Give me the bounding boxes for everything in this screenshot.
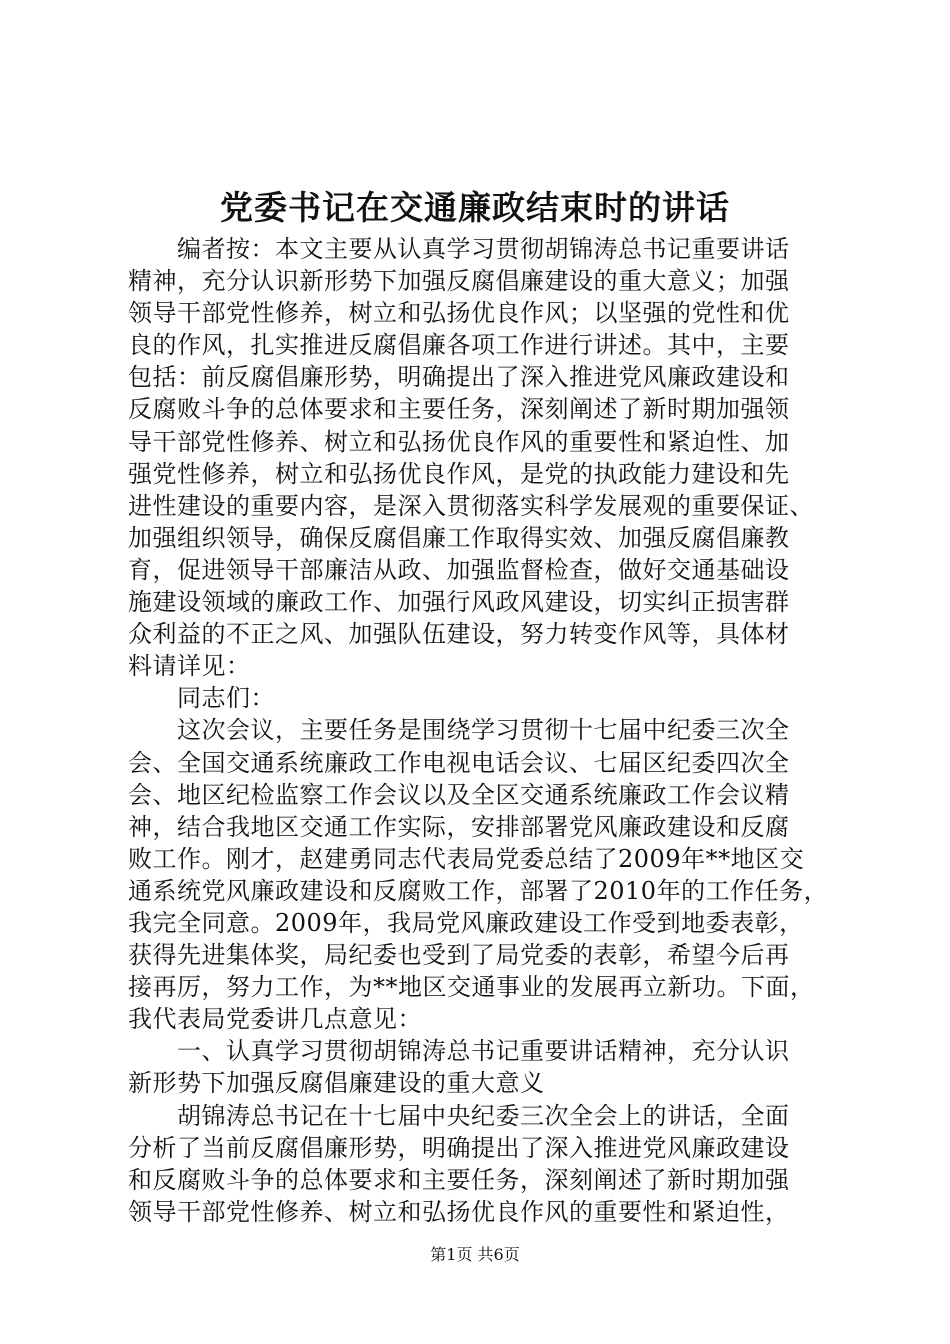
body-line: 这次会议，主要任务是围绕学习贯彻十七届中纪委三次全 xyxy=(128,716,790,745)
body-line: 施建设领域的廉政工作、加强行风政风建设，切实纠正损害群 xyxy=(128,588,790,617)
body-line: 一、认真学习贯彻胡锦涛总书记重要讲话精神，充分认识 xyxy=(128,1037,790,1066)
body-line: 和反腐败斗争的总体要求和主要任务，深刻阐述了新时期加强 xyxy=(128,1165,790,1194)
body-line: 导干部党性修养、树立和弘扬优良作风的重要性和紧迫性、加 xyxy=(128,427,790,456)
body-line: 分析了当前反腐倡廉形势，明确提出了深入推进党风廉政建设 xyxy=(128,1133,790,1162)
body-line: 编者按：本文主要从认真学习贯彻胡锦涛总书记重要讲话 xyxy=(128,235,790,263)
body-line: 包括：前反腐倡廉形势，明确提出了深入推进党风廉政建设和 xyxy=(128,363,790,392)
document-title: 党委书记在交通廉政结束时的讲话 xyxy=(220,188,730,227)
body-line: 神，结合我地区交通工作实际，安排部署党风廉政建设和反腐 xyxy=(128,812,790,841)
body-line: 进性建设的重要内容，是深入贯彻落实科学发展观的重要保证、 xyxy=(128,491,814,520)
body-line: 我代表局党委讲几点意见： xyxy=(128,1005,422,1034)
body-line: 众利益的不正之风、加强队伍建设，努力转变作风等，具体材 xyxy=(128,620,790,649)
body-line: 强党性修养，树立和弘扬优良作风，是党的执政能力建设和先 xyxy=(128,459,790,488)
body-line: 反腐败斗争的总体要求和主要任务，深刻阐述了新时期加强领 xyxy=(128,395,790,424)
body-line: 精神，充分认识新形势下加强反腐倡廉建设的重大意义；加强 xyxy=(128,267,790,296)
body-line: 料请详见： xyxy=(128,652,251,681)
body-line: 领导干部党性修养、树立和弘扬优良作风的重要性和紧迫性， xyxy=(128,1197,790,1226)
body-line: 同志们： xyxy=(128,684,275,713)
body-line: 接再厉，努力工作，为**地区交通事业的发展再立新功。下面， xyxy=(128,973,815,1002)
body-line: 加强组织领导，确保反腐倡廉工作取得实效、加强反腐倡廉教 xyxy=(128,523,790,552)
body-line: 良的作风，扎实推进反腐倡廉各项工作进行讲述。其中，主要 xyxy=(128,331,790,360)
body-line: 胡锦涛总书记在十七届中央纪委三次全会上的讲话，全面 xyxy=(128,1101,790,1130)
body-line: 育，促进领导干部廉洁从政、加强监督检查，做好交通基础设 xyxy=(128,555,790,584)
body-line: 会、全国交通系统廉政工作电视电话会议、七届区纪委四次全 xyxy=(128,748,790,777)
body-line: 会、地区纪检监察工作会议以及全区交通系统廉政工作会议精 xyxy=(128,780,790,809)
body-line: 新形势下加强反腐倡廉建设的重大意义 xyxy=(128,1069,545,1098)
body-line: 领导干部党性修养，树立和弘扬优良作风；以坚强的党性和优 xyxy=(128,299,790,328)
page-number-footer: 第1页 共6页 xyxy=(430,1245,520,1264)
document-body xyxy=(128,233,833,1228)
body-line: 获得先进集体奖，局纪委也受到了局党委的表彰，希望今后再 xyxy=(128,941,790,970)
body-line: 通系统党风廉政建设和反腐败工作，部署了2010年的工作任务， xyxy=(128,876,829,905)
body-line: 我完全同意。2009年，我局党风廉政建设工作受到地委表彰， xyxy=(128,908,804,937)
body-line: 败工作。刚才，赵建勇同志代表局党委总结了2009年**地区交 xyxy=(128,844,805,873)
